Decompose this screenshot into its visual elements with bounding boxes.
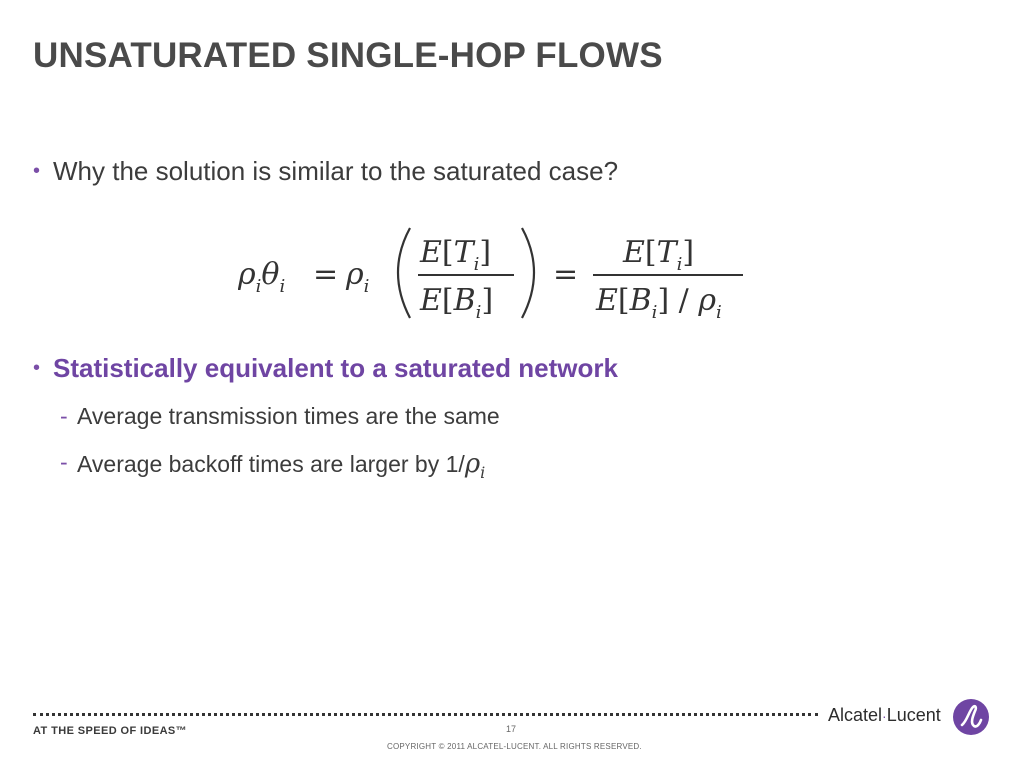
sub-bullet-text: Average transmission times are the same <box>77 403 500 429</box>
brand-wordmark: Alcatel·Lucent <box>828 705 941 725</box>
bullet-statistically-equivalent <box>33 353 618 384</box>
formula-lhs: $\rho_i\theta_i$ <box>238 257 286 297</box>
rho-theta-formula <box>238 222 758 326</box>
footer-dotted-divider <box>33 713 818 716</box>
slide-title: UNSATURATED SINGLE-HOP FLOWS <box>33 36 663 75</box>
formula-numerator-1: $E[T_i]$ <box>420 235 492 275</box>
dash-icon: - <box>60 403 68 429</box>
dash-icon: - <box>60 449 68 475</box>
copyright-notice: COPYRIGHT © 2011 ALCATEL-LUCENT. ALL RIGHTS RESERVED. <box>387 742 642 751</box>
bullet-dot-icon: • <box>33 160 41 182</box>
formula-equals-1: = <box>313 257 339 292</box>
formula-denominator-2: $E[B_i] / \rho_i$ <box>596 283 722 323</box>
formula-equals-2: = <box>553 257 579 292</box>
bullet-text: Why the solution is similar to the saturated case? <box>53 156 619 186</box>
sub-bullet-transmission-times <box>60 403 500 430</box>
bullet-why-similar <box>33 156 618 187</box>
formula-rho: $\rho_i$ <box>346 257 370 297</box>
sub-bullet-backoff-times <box>60 449 485 482</box>
page-number: 17 <box>506 724 517 734</box>
sub-bullet-text <box>77 449 486 483</box>
bullet-text: Statistically equivalent to a saturated network <box>53 353 618 383</box>
alcatel-lucent-swirl-icon <box>953 699 989 735</box>
sub-bullet-prefix: Average backoff times are larger by 1/ <box>77 451 465 477</box>
formula-numerator-2: $E[T_i]$ <box>623 235 695 275</box>
formula-denominator-1: $E[B_i]$ <box>420 283 494 323</box>
rho-i-symbol: $\rho_i$ <box>464 449 486 483</box>
bullet-dot-icon: • <box>33 357 41 379</box>
footer-tagline: AT THE SPEED OF IDEAS™ <box>33 725 188 737</box>
formula-left-paren <box>398 228 410 318</box>
formula-right-paren <box>522 228 534 318</box>
